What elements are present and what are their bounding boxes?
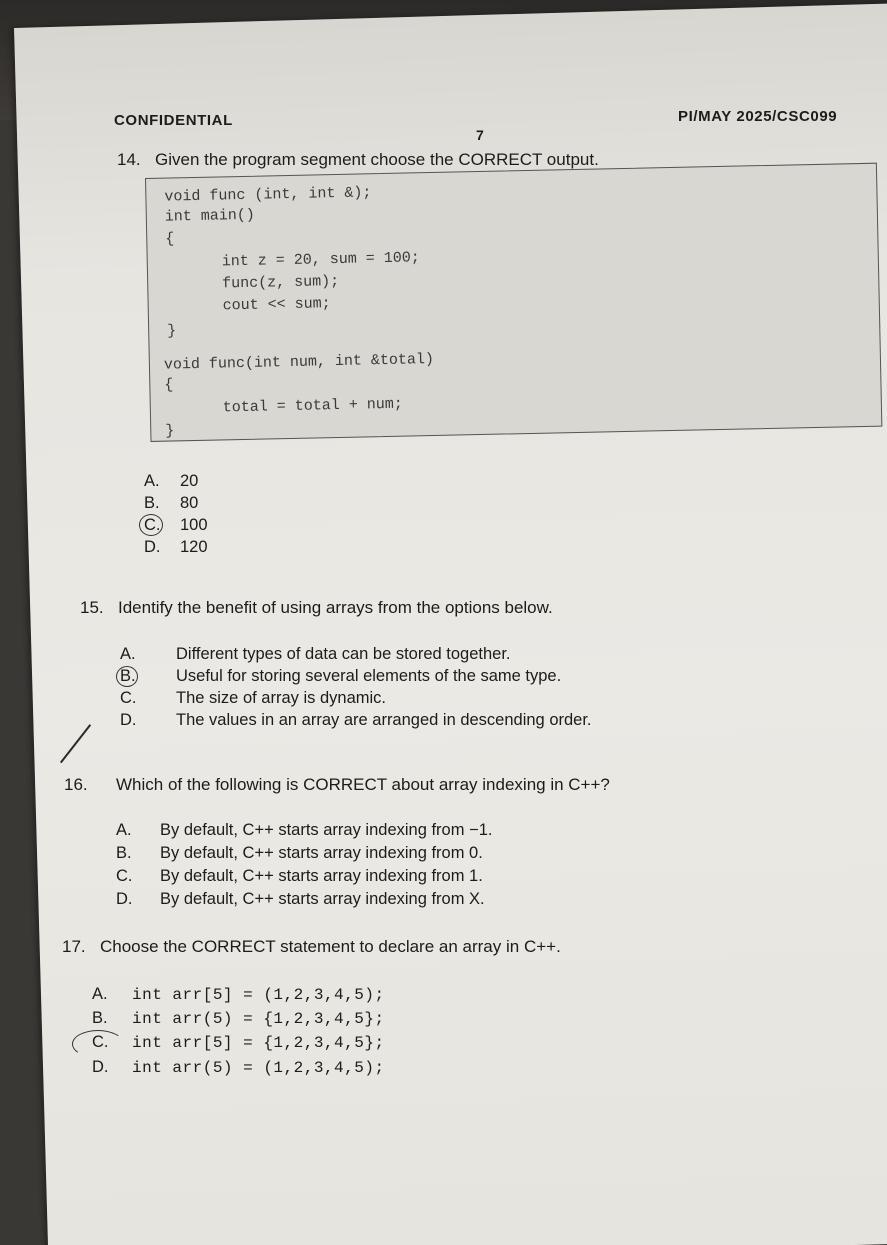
question-number: 16. (64, 775, 88, 794)
code-line: } (167, 322, 177, 340)
option-text: int arr[5] = {1,2,3,4,5}; (132, 1034, 385, 1052)
option-letter: A. (92, 985, 108, 1003)
option-text: By default, C++ starts array indexing from 1. (160, 867, 483, 885)
option-letter: D. (116, 890, 133, 908)
option-letter: B. (116, 844, 132, 862)
code-line: total = total + num; (222, 395, 404, 417)
question-number: 15. (80, 598, 104, 617)
option-text: 100 (180, 516, 208, 534)
option-letter: B. (144, 494, 160, 512)
option-text: 120 (180, 538, 208, 556)
option-letter: C. (120, 689, 137, 707)
confidential-label: CONFIDENTIAL (114, 112, 233, 129)
code-line: cout << sum; (222, 295, 331, 315)
q17-option-d[interactable] (92, 1058, 385, 1077)
code-line: void func (int, int &); (164, 184, 372, 206)
option-letter: B. (92, 1009, 108, 1027)
question-text: Choose the CORRECT statement to declare an array in C++. (100, 937, 561, 956)
q16-option-c[interactable] (116, 867, 483, 886)
option-letter: D. (92, 1058, 109, 1076)
option-letter: A. (120, 645, 136, 663)
question-text: Which of the following is CORRECT about array indexing in C++? (116, 775, 610, 794)
code-line: int z = 20, sum = 100; (221, 249, 420, 271)
option-text: int arr(5) = {1,2,3,4,5}; (132, 1010, 385, 1028)
question-16 (64, 775, 610, 795)
course-code: PI/MAY 2025/CSC099 (678, 108, 838, 125)
q16-option-d[interactable] (116, 890, 485, 909)
code-box (145, 163, 882, 442)
option-letter: B. (120, 667, 136, 685)
q17-option-a[interactable] (92, 985, 385, 1004)
q16-option-a[interactable] (116, 821, 492, 840)
question-14 (117, 150, 599, 170)
option-letter: D. (144, 538, 161, 556)
option-text: By default, C++ starts array indexing from −1. (160, 821, 493, 839)
option-text: int arr(5) = (1,2,3,4,5); (132, 1059, 385, 1077)
option-letter: A. (116, 821, 132, 839)
option-text: By default, C++ starts array indexing from X. (160, 890, 485, 908)
answer-circle-mark (139, 514, 163, 536)
option-text: The values in an array are arranged in descending order. (176, 711, 592, 729)
question-text: Given the program segment choose the CORRECT output. (155, 150, 599, 169)
q15-option-b[interactable] (120, 667, 561, 686)
question-17 (62, 937, 561, 957)
code-line: int main() (164, 206, 255, 226)
option-letter: A. (144, 472, 160, 490)
q17-option-b[interactable] (92, 1009, 385, 1028)
option-text: Useful for storing several elements of the same type. (176, 667, 562, 685)
q14-option-b[interactable] (144, 494, 198, 513)
code-line: { (165, 230, 175, 248)
q17-option-c[interactable] (92, 1033, 385, 1052)
q14-option-a[interactable] (144, 472, 198, 491)
option-letter: D. (120, 711, 137, 729)
code-line: } (165, 422, 175, 440)
pen-mark (60, 724, 91, 763)
option-letter: C. (92, 1033, 109, 1051)
option-text: The size of array is dynamic. (176, 689, 386, 707)
code-line: void func(int num, int &total) (163, 350, 435, 374)
code-line: { (164, 376, 174, 394)
option-letter: C. (116, 867, 133, 885)
q15-option-c[interactable] (120, 689, 386, 708)
option-text: 80 (180, 494, 199, 512)
answer-circle-mark (116, 666, 138, 687)
option-text: int arr[5] = (1,2,3,4,5); (132, 986, 385, 1004)
q15-option-a[interactable] (120, 645, 511, 664)
q16-option-b[interactable] (116, 844, 483, 863)
answer-circle-mark (72, 1030, 124, 1058)
option-letter: C. (144, 516, 161, 534)
question-number: 17. (62, 937, 86, 956)
page-number: 7 (476, 127, 485, 143)
question-number: 14. (117, 150, 141, 169)
code-line: func(z, sum); (222, 272, 340, 293)
option-text: By default, C++ starts array indexing from 0. (160, 844, 483, 862)
option-text: 20 (180, 472, 199, 490)
q14-option-d[interactable] (144, 538, 208, 557)
question-text: Identify the benefit of using arrays from the options below. (118, 598, 553, 617)
option-text: Different types of data can be stored together. (176, 645, 511, 663)
q15-option-d[interactable] (120, 711, 592, 730)
question-15 (80, 598, 553, 618)
